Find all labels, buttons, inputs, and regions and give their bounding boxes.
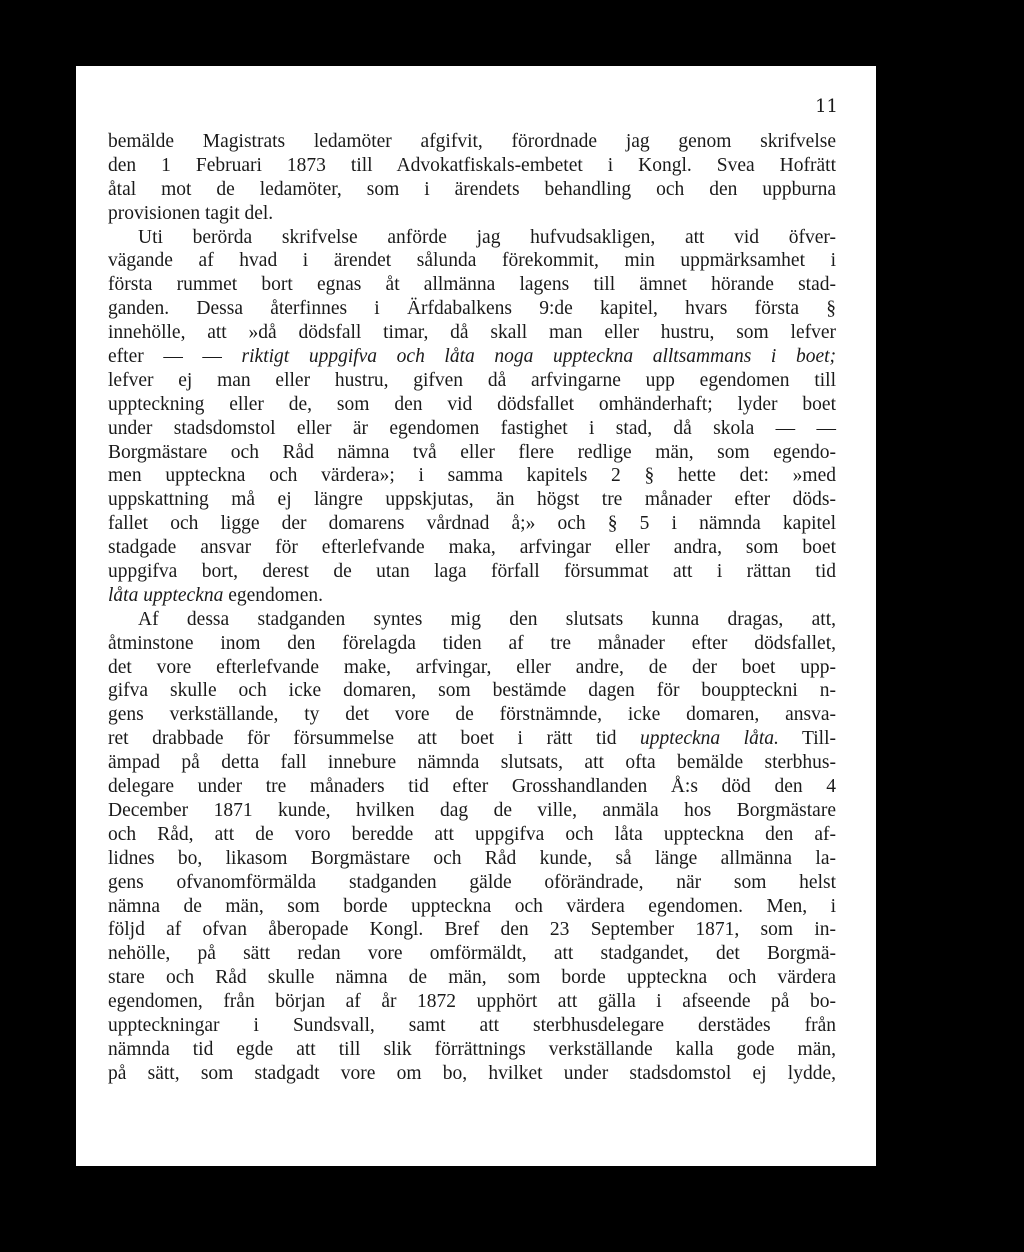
text-segment: ämpad på detta fall innebure nämnda slutsats, att ofta bemälde sterbhus- [108, 752, 836, 774]
text-line [108, 703, 836, 727]
text-line [108, 464, 836, 488]
text-line [108, 632, 836, 656]
text-line [108, 679, 836, 703]
text-line [108, 249, 836, 273]
text-line [108, 226, 836, 250]
text-segment: åtminstone inom den förelagda tiden af tre månader efter dödsfallet, [108, 632, 836, 654]
text-line [108, 154, 836, 178]
text-segment: December 1871 kunde, hvilken dag de ville, anmäla hos Borgmästare [108, 799, 836, 821]
text-segment: gens ofvanomförmälda stadganden gälde oförändrade, när som helst [108, 871, 836, 893]
text-segment: och Råd, att de voro beredde att uppgifva och låta uppteckna den af- [108, 823, 836, 845]
text-line [108, 345, 836, 369]
text-segment: efter — — [108, 346, 242, 368]
text-segment: innehölle, att »då dödsfall timar, då skall man eller hustru, som lefver [108, 322, 836, 344]
text-segment: uppskattning må ej längre uppskjutas, än högst tre månader efter döds- [108, 489, 836, 511]
text-line [108, 512, 836, 536]
text-line [108, 178, 836, 202]
text-line [108, 751, 836, 775]
text-segment: egendomen, från början af år 1872 upphört att gälla i afseende på bo- [108, 991, 836, 1013]
text-segment: egendomen. [223, 584, 323, 606]
text-segment: följd af ofvan åberopade Kongl. Bref den 23 September 1871, som in- [108, 919, 836, 941]
text-line [108, 942, 836, 966]
text-line [108, 369, 836, 393]
text-line [108, 536, 836, 560]
text-line [108, 799, 836, 823]
text-segment: det vore efterlefvande make, arfvingar, eller andre, de der boet upp- [108, 656, 836, 678]
italic-text: uppteckna låta. [640, 728, 779, 750]
text-line [108, 584, 836, 608]
page-number: 11 [815, 96, 838, 117]
text-segment: lidnes bo, likasom Borgmästare och Råd kunde, så länge allmänna la- [108, 847, 836, 869]
text-line [108, 990, 836, 1014]
text-line [108, 823, 836, 847]
text-line [108, 775, 836, 799]
text-segment: Borgmästare och Råd nämna två eller flere redlige män, som egendo- [108, 441, 836, 463]
text-segment: Till- [778, 728, 836, 750]
text-segment: men uppteckna och värdera»; i samma kapitels 2 § hette det: »med [108, 465, 836, 487]
text-line [108, 417, 836, 441]
text-segment: lefver ej man eller hustru, gifven då arfvingarne upp egendomen till [108, 369, 836, 391]
text-line [108, 895, 836, 919]
text-segment: den 1 Februari 1873 till Advokatfiskals-embetet i Kongl. Svea Hofrätt [108, 154, 836, 176]
text-segment: under stadsdomstol eller är egendomen fastighet i stad, då skola — — [108, 417, 836, 439]
text-line [108, 560, 836, 584]
text-segment: uppgifva bort, derest de utan laga förfall försummat att i rättan tid [108, 561, 836, 583]
text-line [108, 918, 836, 942]
text-segment: delegare under tre månaders tid efter Grosshandlanden Å:s död den 4 [108, 776, 836, 798]
text-segment: uppteckningar i Sundsvall, samt att sterbhusdelegare derstädes från [108, 1014, 836, 1036]
text-line [108, 847, 836, 871]
text-line [108, 1062, 836, 1086]
text-line [108, 393, 836, 417]
text-segment: uppteckning eller de, som den vid dödsfallet omhänderhaft; lyder boet [108, 393, 836, 415]
text-segment: stadgade ansvar för efterlefvande maka, arfvingar eller andra, som boet [108, 537, 836, 559]
text-line [108, 727, 836, 751]
text-line [108, 321, 836, 345]
text-segment: gens verkställande, ty det vore de förstnämnde, icke domaren, ansva- [108, 704, 836, 726]
text-line [108, 273, 836, 297]
text-segment: ret drabbade för försummelse att boet i rätt tid [108, 728, 641, 750]
text-segment: Uti berörda skrifvelse anförde jag hufvudsakligen, att vid öfver- [138, 226, 836, 248]
text-line [108, 608, 836, 632]
text-segment: fallet och ligge der domarens vårdnad å;» och § 5 i nämnda kapitel [108, 513, 836, 535]
text-line [108, 656, 836, 680]
text-line [108, 966, 836, 990]
text-segment: första rummet bort egnas åt allmänna lagens till ämnet hörande stad- [108, 274, 836, 296]
text-segment: vägande af hvad i ärendet sålunda förekommit, min uppmärksamhet i [108, 250, 836, 272]
text-line [108, 441, 836, 465]
body-text [108, 130, 836, 1086]
text-line [108, 1038, 836, 1062]
text-line [108, 1014, 836, 1038]
text-line [108, 130, 836, 154]
text-segment: gifva skulle och icke domaren, som bestämde dagen för bouppteckni n- [108, 680, 836, 702]
italic-text: riktigt uppgifva och låta noga uppteckna alltsammans i boet; [241, 346, 837, 368]
text-segment: Af dessa stadganden syntes mig den slutsats kunna dragas, att, [138, 608, 836, 630]
text-segment: åtal mot de ledamöter, som i ärendets behandling och den uppburna [108, 178, 836, 200]
italic-text: låta uppteckna [108, 584, 224, 606]
text-line [108, 871, 836, 895]
text-segment: nämnda tid egde att till slik förrättnings verkställande kalla gode män, [108, 1038, 836, 1060]
text-segment: ganden. Dessa återfinnes i Ärfdabalkens 9:de kapitel, hvars första § [108, 298, 836, 320]
text-line [108, 297, 836, 321]
text-segment: stare och Råd skulle nämna de män, som borde uppteckna och värdera [108, 967, 836, 989]
text-segment: nämna de män, som borde uppteckna och värdera egendomen. Men, i [108, 895, 836, 917]
text-line [108, 202, 836, 226]
text-line [108, 488, 836, 512]
text-segment: på sätt, som stadgadt vore om bo, hvilket under stadsdomstol ej lydde, [108, 1062, 836, 1084]
text-segment: nehölle, på sätt redan vore omförmäldt, att stadgandet, det Borgmä- [108, 943, 836, 965]
text-segment: bemälde Magistrats ledamöter afgifvit, förordnade jag genom skrifvelse [108, 131, 836, 152]
document-page [76, 66, 876, 1166]
text-segment: provisionen tagit del. [108, 202, 274, 224]
